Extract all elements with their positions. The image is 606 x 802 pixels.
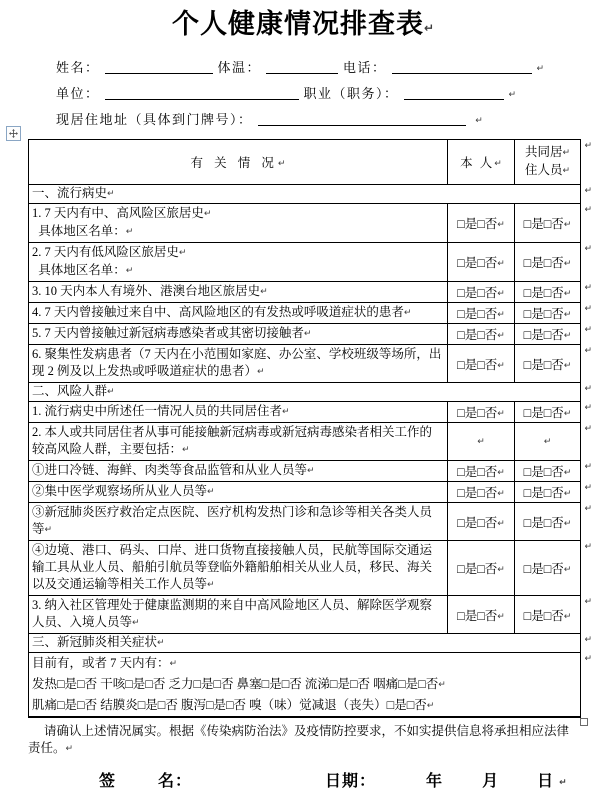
phone-label: 电话： — [343, 60, 387, 75]
yes-no-checkboxes[interactable]: □是□否 — [457, 286, 498, 300]
question-row — [29, 243, 592, 282]
cell-end-mark: ↵ — [477, 437, 485, 447]
row-end-mark: ↵ — [584, 504, 592, 514]
row-end-mark: ↵ — [584, 325, 592, 335]
self-answer-cell[interactable] — [448, 461, 515, 481]
yes-no-checkboxes[interactable]: □是□否 — [523, 307, 564, 321]
question-cell — [29, 596, 448, 633]
yes-no-checkboxes[interactable]: □是□否 — [457, 256, 498, 270]
question-row — [29, 303, 592, 324]
question-row — [29, 324, 592, 345]
question-row — [29, 503, 592, 541]
self-answer-cell[interactable] — [448, 204, 515, 242]
self-answer-cell[interactable] — [448, 324, 515, 344]
day-label: 日 — [537, 773, 555, 790]
cell-end-mark: ↵ — [178, 248, 187, 258]
cell-end-mark: ↵ — [497, 289, 505, 299]
text-line: ③新冠肺炎医疗救治定点医院、医疗机构发热门诊和急诊等相关各类人员等↵ — [32, 505, 433, 536]
section-header-row — [29, 383, 592, 402]
cell-end-mark: ↵ — [438, 680, 446, 690]
cell-end-mark: ↵ — [157, 638, 165, 648]
line-break-mark: ↵ — [559, 778, 567, 788]
cell-end-mark: ↵ — [563, 611, 572, 622]
row-end-mark: ↵ — [584, 597, 592, 607]
phone-field[interactable] — [392, 58, 532, 74]
text-line: 1. 7 天内有中、高风险区旅居史↵ — [32, 206, 212, 220]
cell-end-mark: ↵ — [497, 259, 505, 269]
cohabitant-answer-cell[interactable] — [515, 204, 580, 242]
cell-end-mark: ↵ — [125, 266, 134, 276]
yes-no-checkboxes[interactable]: □是□否 — [523, 608, 564, 623]
cell-end-mark: ↵ — [132, 618, 140, 628]
question-cell — [29, 324, 448, 344]
cell-end-mark: ↵ — [563, 331, 572, 341]
row-end-mark: ↵ — [584, 205, 592, 215]
yes-no-checkboxes[interactable]: □是□否 — [523, 256, 564, 270]
cell-end-mark: ↵ — [497, 220, 505, 230]
cell-end-mark: ↵ — [563, 220, 572, 230]
cell-end-mark: ↵ — [563, 289, 572, 299]
question-cell — [29, 345, 448, 382]
yes-no-checkboxes[interactable]: □是□否 — [523, 486, 564, 500]
text-line: 5. 7 天内曾接触过新冠病毒感染者或其密切接触者↵ — [32, 326, 312, 340]
cell-end-mark: ↵ — [563, 468, 572, 478]
cell-end-mark: ↵ — [497, 468, 505, 478]
name-field[interactable] — [105, 58, 213, 74]
yes-no-checkboxes[interactable]: □是□否 — [523, 465, 564, 479]
yes-no-checkboxes[interactable]: □是□否 — [523, 217, 564, 231]
row-end-mark: ↵ — [584, 654, 592, 664]
row-end-mark: ↵ — [584, 186, 592, 196]
symptoms-row — [29, 653, 592, 717]
cell-end-mark: ↵ — [563, 259, 572, 269]
yes-no-checkboxes[interactable]: □是□否 — [523, 328, 564, 342]
cohabitant-answer-cell[interactable] — [515, 303, 580, 323]
cell-end-mark: ↵ — [182, 445, 190, 455]
section-title: 三、新冠肺炎相关症状↵ — [32, 635, 165, 649]
question-row — [29, 596, 592, 634]
text-line: 发热□是□否 干咳□是□否 乏力□是□否 鼻塞□是□否 流涕□是□否 咽痛□是□否↵ — [32, 677, 446, 691]
self-answer-cell — [448, 423, 515, 460]
cell-end-mark: ↵ — [563, 310, 572, 320]
yes-no-checkboxes[interactable]: □是□否 — [457, 406, 498, 420]
text-line: 目前有，或者 7 天内有：↵ — [32, 656, 178, 670]
question-row — [29, 423, 592, 461]
yes-no-checkboxes[interactable]: □是□否 — [523, 286, 564, 300]
signature-line — [0, 768, 606, 791]
temperature-label: 体温： — [217, 60, 262, 75]
text-line: 肌痛□是□否 结膜炎□是□否 腹泻□是□否 嗅（味）觉减退（丧失）□是□否↵ — [32, 698, 435, 712]
top-form — [56, 55, 606, 133]
question-cell — [29, 423, 448, 460]
cell-end-mark: ↵ — [207, 487, 215, 497]
text-line: ④边境、港口、码头、口岸、进口货物直接接触人员，民航等国际交通运输工具从业人员、船舶引航员等登临外籍船舶相关从业人员，移民、海关以及交通运输等相关工作人员等↵ — [32, 543, 433, 591]
form-line-2 — [56, 81, 606, 107]
text-line: 具体地区名单：↵ — [32, 224, 134, 238]
form-line-3 — [56, 107, 606, 133]
row-end-mark: ↵ — [584, 424, 592, 434]
text-line: ②集中医学观察场所从业人员等↵ — [32, 484, 215, 498]
question-cell — [29, 282, 448, 302]
self-answer-cell[interactable] — [448, 303, 515, 323]
unit-field[interactable] — [105, 84, 299, 100]
cell-end-mark: ↵ — [497, 360, 505, 371]
yes-no-checkboxes[interactable]: □是□否 — [457, 465, 498, 479]
screening-table — [28, 139, 592, 718]
text-line: 6. 聚集性发病患者（7 天内在小范围如家庭、办公室、学校班级等场所，出现 2 例及以上发热或呼吸道症状的患者）↵ — [32, 347, 442, 378]
address-label: 现居住地址（具体到门牌号）： — [56, 112, 253, 127]
yes-no-checkboxes[interactable]: □是□否 — [457, 307, 498, 321]
row-end-mark: ↵ — [584, 403, 592, 413]
yes-no-checkboxes[interactable]: □是□否 — [457, 328, 498, 342]
cell-end-mark: ↵ — [125, 227, 134, 237]
cell-end-mark: ↵ — [307, 466, 315, 476]
cohabitant-answer-cell[interactable] — [515, 324, 580, 344]
self-answer-cell[interactable] — [448, 345, 515, 382]
cell-end-mark: ↵ — [260, 287, 268, 297]
self-answer-cell[interactable] — [448, 503, 515, 540]
cohabitant-answer-cell[interactable] — [515, 243, 580, 281]
question-row — [29, 482, 592, 503]
row-end-mark: ↵ — [584, 635, 592, 645]
section-title: 一、流行病史↵ — [32, 186, 115, 200]
yes-no-checkboxes[interactable]: □是□否 — [457, 357, 498, 372]
row-end-mark: ↵ — [584, 483, 592, 493]
line-break-mark: ↵ — [536, 64, 545, 74]
row-end-mark: ↵ — [584, 304, 592, 314]
text-line: ①进口冷链、海鲜、肉类等食品监管和从业人员等↵ — [32, 463, 315, 477]
cohabitant-answer-cell[interactable] — [515, 282, 580, 302]
question-row — [29, 541, 592, 596]
question-row — [29, 402, 592, 423]
cell-end-mark: ↵ — [563, 565, 572, 575]
row-end-mark: ↵ — [584, 141, 592, 151]
cell-end-mark: ↵ — [497, 565, 505, 575]
cell-end-mark: ↵ — [169, 659, 178, 669]
section-title: 二、风险人群↵ — [32, 384, 115, 398]
row-end-mark: ↵ — [584, 283, 592, 293]
yes-no-checkboxes[interactable]: □是□否 — [523, 562, 564, 576]
cohabitant-answer-cell[interactable] — [515, 541, 580, 595]
job-field[interactable] — [404, 84, 504, 100]
cell-end-mark: ↵ — [497, 409, 505, 419]
year-label: 年 — [426, 773, 444, 790]
yes-no-checkboxes[interactable]: □是□否 — [523, 357, 564, 372]
cell-end-mark: ↵ — [563, 518, 572, 529]
question-cell — [29, 243, 448, 281]
question-cell — [29, 204, 448, 242]
date-label: 日期： — [325, 773, 377, 790]
table-move-handle-icon[interactable] — [6, 126, 21, 141]
cell-end-mark: ↵ — [282, 407, 290, 417]
row-end-mark: ↵ — [584, 346, 592, 356]
address-field[interactable] — [258, 110, 466, 126]
header-self-cell: 本 人↵ — [448, 140, 515, 184]
question-cell — [29, 402, 448, 422]
row-end-mark: ↵ — [584, 462, 592, 472]
question-cell — [29, 482, 448, 502]
table-resize-handle[interactable] — [580, 718, 588, 726]
row-end-mark: ↵ — [584, 542, 592, 552]
text-line: 3. 10 天内本人有境外、港澳台地区旅居史↵ — [32, 284, 268, 298]
self-answer-cell[interactable] — [448, 596, 515, 633]
self-answer-cell[interactable] — [448, 402, 515, 422]
cell-end-mark: ↵ — [257, 367, 265, 377]
form-line-1 — [56, 55, 606, 81]
sign-label: 签 — [99, 773, 117, 790]
cell-end-mark: ↵ — [403, 308, 412, 318]
self-answer-cell[interactable] — [448, 541, 515, 595]
self-answer-cell[interactable] — [448, 282, 515, 302]
line-break-mark: ↵ — [65, 744, 74, 754]
cell-end-mark: ↵ — [563, 489, 572, 499]
cohabitant-answer-cell[interactable] — [515, 482, 580, 502]
cohabitant-answer-cell[interactable] — [515, 345, 580, 382]
header-cohabitant-cell: 共同居↵ 住人员↵ — [524, 145, 571, 177]
text-line: 2. 本人或共同居住者从事可能接触新冠病毒或新冠病毒感染者相关工作的较高风险人群，主要包括：↵ — [32, 425, 433, 456]
header-situation-cell: 有 关 情 况↵ — [29, 140, 448, 184]
question-row — [29, 204, 592, 243]
question-row — [29, 345, 592, 383]
yes-no-checkboxes[interactable]: □是□否 — [457, 515, 498, 530]
section-header-row — [29, 185, 592, 204]
cohabitant-answer-cell[interactable] — [515, 503, 580, 540]
cell-end-mark: ↵ — [497, 518, 505, 529]
confirmation-note: 请确认上述情况属实。根据《传染病防治法》及疫情防控要求，不如实提供信息将承担相应法律责任。↵ — [28, 724, 570, 755]
self-answer-cell[interactable] — [448, 482, 515, 502]
cohabitant-answer-cell[interactable] — [515, 596, 580, 633]
cohabitant-answer-cell[interactable] — [515, 461, 580, 481]
name-label: 姓名： — [56, 60, 100, 75]
job-label: 职业（职务）： — [303, 86, 399, 101]
line-break-mark: ↵ — [508, 90, 517, 100]
cohabitant-answer-cell[interactable] — [515, 402, 580, 422]
cohabitant-answer-cell — [515, 423, 580, 460]
cell-end-mark: ↵ — [107, 189, 115, 199]
cell-end-mark: ↵ — [563, 360, 572, 371]
page-title: 个人健康情况排查表↵ — [171, 9, 435, 39]
yes-no-checkboxes[interactable]: □是□否 — [523, 515, 564, 530]
cell-end-mark: ↵ — [426, 701, 435, 711]
sign-colon-label: 名： — [158, 773, 193, 790]
table-header-row — [29, 140, 592, 185]
symptoms-cell[interactable] — [29, 653, 580, 716]
question-row — [29, 282, 592, 303]
cell-end-mark: ↵ — [543, 437, 552, 447]
cell-end-mark: ↵ — [207, 580, 215, 590]
cell-end-mark: ↵ — [107, 387, 115, 397]
cell-end-mark: ↵ — [44, 525, 53, 535]
unit-label: 单位： — [56, 86, 100, 101]
line-break-mark: ↵ — [423, 21, 435, 35]
text-line: 4. 7 天内曾接触过来自中、高风险地区的有发热或呼吸道症状的患者↵ — [32, 305, 412, 319]
line-break-mark: ↵ — [475, 116, 483, 126]
cell-end-mark: ↵ — [497, 489, 505, 499]
cell-end-mark: ↵ — [497, 331, 505, 341]
question-cell — [29, 461, 448, 481]
yes-no-checkboxes[interactable]: □是□否 — [457, 486, 498, 500]
cell-end-mark: ↵ — [497, 611, 505, 622]
text-line: 1. 流行病史中所述任一情况人员的共同居住者↵ — [32, 404, 290, 418]
cell-end-mark: ↵ — [203, 209, 212, 219]
text-line: 3. 纳入社区管理处于健康监测期的来自中高风险地区人员、解除医学观察人员、入境人员等↵ — [32, 598, 433, 629]
question-cell — [29, 503, 448, 540]
temperature-field[interactable] — [266, 58, 338, 74]
month-label: 月 — [482, 773, 500, 790]
section-header-row — [29, 634, 592, 653]
cell-end-mark: ↵ — [563, 409, 572, 419]
text-line: 具体地区名单：↵ — [32, 263, 134, 277]
self-answer-cell[interactable] — [448, 243, 515, 281]
question-row — [29, 461, 592, 482]
text-line: 2. 7 天内有低风险区旅居史↵ — [32, 245, 187, 259]
cell-end-mark: ↵ — [497, 310, 505, 320]
yes-no-checkboxes[interactable]: □是□否 — [457, 562, 498, 576]
yes-no-checkboxes[interactable]: □是□否 — [457, 608, 498, 623]
row-end-mark: ↵ — [584, 244, 592, 254]
question-cell — [29, 541, 448, 595]
row-end-mark: ↵ — [584, 384, 592, 394]
yes-no-checkboxes[interactable]: □是□否 — [523, 406, 564, 420]
question-cell — [29, 303, 448, 323]
cell-end-mark: ↵ — [303, 329, 312, 339]
yes-no-checkboxes[interactable]: □是□否 — [457, 217, 498, 231]
